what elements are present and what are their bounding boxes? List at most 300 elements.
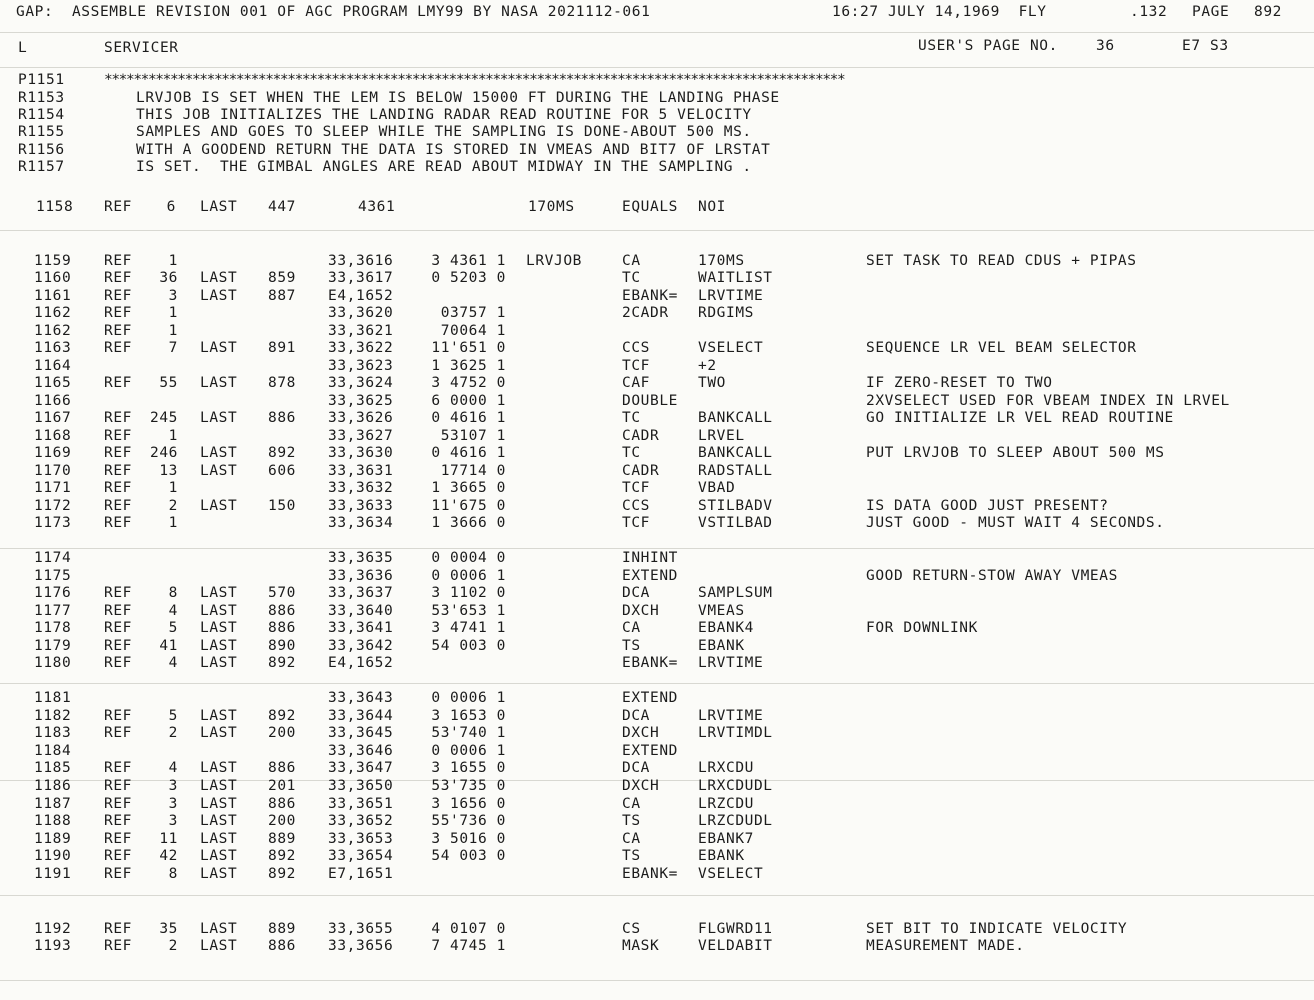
ref-label: REF xyxy=(104,288,132,304)
memory-word: 3 1655 0 xyxy=(431,760,506,776)
ref-label: REF xyxy=(104,305,132,321)
opcode: CS xyxy=(622,921,641,937)
ref-label: REF xyxy=(104,796,132,812)
line-comment: SET TASK TO READ CDUS + PIPAS xyxy=(866,253,1137,269)
opcode: CADR xyxy=(622,428,660,444)
opcode: EXTEND xyxy=(622,568,678,584)
operand: LRXCDUDL xyxy=(698,778,773,794)
memory-word: 53'653 1 xyxy=(431,603,506,619)
line-number: 1184 xyxy=(34,743,72,759)
address: 33,3616 xyxy=(328,253,394,269)
source-line-id: R1157 xyxy=(18,159,65,175)
memory-word: 3 1653 0 xyxy=(431,708,506,724)
ref-count: 1 xyxy=(168,305,178,321)
line-number: 1191 xyxy=(34,866,72,882)
opcode: TS xyxy=(622,813,641,829)
opcode: CCS xyxy=(622,340,650,356)
memory-word: 55'736 0 xyxy=(431,813,506,829)
ref-label: REF xyxy=(104,831,132,847)
memory-word: 3 1656 0 xyxy=(431,796,506,812)
address: E4,1652 xyxy=(328,655,394,671)
ref-count: 3 xyxy=(168,778,178,794)
operand: EBANK7 xyxy=(698,831,754,847)
opcode: CAF xyxy=(622,375,650,391)
operand: VBAD xyxy=(698,480,736,496)
memory-word: 0 0006 1 xyxy=(431,690,506,706)
line-comment: GO INITIALIZE LR VEL READ ROUTINE xyxy=(866,410,1174,426)
memory-word: 0 5203 0 xyxy=(431,270,506,286)
address: 33,3630 xyxy=(328,445,394,461)
operand: VELDABIT xyxy=(698,938,773,954)
opcode: EBANK= xyxy=(622,866,678,882)
ref-label: REF xyxy=(104,445,132,461)
last-page: 886 xyxy=(268,410,296,426)
opcode: TC xyxy=(622,270,641,286)
address: 33,3621 xyxy=(328,323,394,339)
opcode: DXCH xyxy=(622,778,660,794)
line-number: 1175 xyxy=(34,568,72,584)
last-page: 570 xyxy=(268,585,296,601)
last-page: 200 xyxy=(268,813,296,829)
page-label: PAGE xyxy=(1192,4,1230,20)
paper-rule xyxy=(0,230,1314,231)
last-page: 889 xyxy=(268,921,296,937)
last-label: LAST xyxy=(200,655,238,671)
line-number: 1168 xyxy=(34,428,72,444)
address: 33,3645 xyxy=(328,725,394,741)
source-line-id: R1155 xyxy=(18,124,65,140)
ref-label: REF xyxy=(104,725,132,741)
last-page: 878 xyxy=(268,375,296,391)
memory-word: 1 3666 0 xyxy=(431,515,506,531)
opcode: DXCH xyxy=(622,603,660,619)
address: 33,3623 xyxy=(328,358,394,374)
opcode: TS xyxy=(622,848,641,864)
line-comment: PUT LRVJOB TO SLEEP ABOUT 500 MS xyxy=(866,445,1165,461)
paper-rule xyxy=(0,683,1314,684)
comment-text: IS SET. THE GIMBAL ANGLES ARE READ ABOUT MIDWAY IN THE SAMPLING . xyxy=(136,159,752,175)
ref-label: REF xyxy=(104,515,132,531)
run-number: .132 xyxy=(1130,4,1168,20)
line-comment: SET BIT TO INDICATE VELOCITY xyxy=(866,921,1128,937)
ref-label: REF xyxy=(104,638,132,654)
source-line-id: R1156 xyxy=(18,142,65,158)
last-label: LAST xyxy=(200,620,238,636)
last-label: LAST xyxy=(200,199,238,215)
paper-rule xyxy=(0,67,1314,68)
last-label: LAST xyxy=(200,638,238,654)
last-label: LAST xyxy=(200,603,238,619)
line-number: 1183 xyxy=(34,725,72,741)
line-number: 1187 xyxy=(34,796,72,812)
last-label: LAST xyxy=(200,270,238,286)
memory-word: 53'740 1 xyxy=(431,725,506,741)
memory-word: 11'651 0 xyxy=(431,340,506,356)
address: 33,3625 xyxy=(328,393,394,409)
memory-word: 0 4616 1 xyxy=(431,410,506,426)
memory-word: 53107 1 xyxy=(440,428,506,444)
symbol-label: 170MS xyxy=(528,199,575,215)
last-label: LAST xyxy=(200,921,238,937)
last-page: 892 xyxy=(268,866,296,882)
memory-word: 1 3665 0 xyxy=(431,480,506,496)
line-number: 1179 xyxy=(34,638,72,654)
address: 33,3633 xyxy=(328,498,394,514)
comment-text: THIS JOB INITIALIZES THE LANDING RADAR READ ROUTINE FOR 5 VELOCITY xyxy=(136,107,752,123)
paper-rule xyxy=(0,980,1314,981)
ref-count: 5 xyxy=(168,620,178,636)
last-label: LAST xyxy=(200,340,238,356)
ref-count: 2 xyxy=(168,725,178,741)
ref-label: REF xyxy=(104,463,132,479)
memory-word: 11'675 0 xyxy=(431,498,506,514)
operand: LRXCDU xyxy=(698,760,754,776)
ref-count: 245 xyxy=(150,410,178,426)
line-number: 1162 xyxy=(34,323,72,339)
last-page: 859 xyxy=(268,270,296,286)
ref-count: 36 xyxy=(159,270,178,286)
equals-value: 4361 xyxy=(358,199,396,215)
symbol-label: LRVJOB xyxy=(526,253,582,269)
opcode: CA xyxy=(622,831,641,847)
last-label: LAST xyxy=(200,796,238,812)
line-number: 1171 xyxy=(34,480,72,496)
memory-word: 3 4741 1 xyxy=(431,620,506,636)
address: 33,3650 xyxy=(328,778,394,794)
address: 33,3631 xyxy=(328,463,394,479)
operand: 170MS xyxy=(698,253,745,269)
users-page-label: USER'S PAGE NO. xyxy=(918,38,1058,54)
memory-word: 03757 1 xyxy=(440,305,506,321)
line-number: 1160 xyxy=(34,270,72,286)
memory-word: 0 0006 1 xyxy=(431,568,506,584)
last-page: 201 xyxy=(268,778,296,794)
last-page: 606 xyxy=(268,463,296,479)
line-number: 1178 xyxy=(34,620,72,636)
ref-count: 11 xyxy=(159,831,178,847)
memory-word: 70064 1 xyxy=(440,323,506,339)
paper-rule xyxy=(0,32,1314,33)
address: 33,3622 xyxy=(328,340,394,356)
memory-word: 1 3625 1 xyxy=(431,358,506,374)
address: E4,1652 xyxy=(328,288,394,304)
ref-label: REF xyxy=(104,866,132,882)
ref-count: 1 xyxy=(168,515,178,531)
source-line-id: P1151 xyxy=(18,72,65,88)
ref-count: 2 xyxy=(168,498,178,514)
operand: LRVTIMDL xyxy=(698,725,773,741)
address: 33,3632 xyxy=(328,480,394,496)
ref-count: 3 xyxy=(168,288,178,304)
address: 33,3624 xyxy=(328,375,394,391)
operand: NOI xyxy=(698,199,726,215)
opcode: TC xyxy=(622,445,641,461)
operand: BANKCALL xyxy=(698,445,773,461)
ref-count: 35 xyxy=(159,921,178,937)
opcode: CCS xyxy=(622,498,650,514)
operand: STILBADV xyxy=(698,498,773,514)
ref-label: REF xyxy=(104,848,132,864)
paper-rule xyxy=(0,895,1314,896)
ref-count: 246 xyxy=(150,445,178,461)
last-label: LAST xyxy=(200,938,238,954)
address: 33,3655 xyxy=(328,921,394,937)
comment-text: ***************************************************************************************************** xyxy=(104,72,845,88)
address: 33,3617 xyxy=(328,270,394,286)
opcode: DOUBLE xyxy=(622,393,678,409)
memory-word: 54 003 0 xyxy=(431,638,506,654)
ref-count: 41 xyxy=(159,638,178,654)
ref-count: 1 xyxy=(168,428,178,444)
last-label: LAST xyxy=(200,813,238,829)
address: E7,1651 xyxy=(328,866,394,882)
last-label: LAST xyxy=(200,410,238,426)
line-comment: SEQUENCE LR VEL BEAM SELECTOR xyxy=(866,340,1137,356)
last-page: 892 xyxy=(268,445,296,461)
last-label: LAST xyxy=(200,725,238,741)
last-page: 892 xyxy=(268,655,296,671)
line-number: 1188 xyxy=(34,813,72,829)
operand: WAITLIST xyxy=(698,270,773,286)
last-label: LAST xyxy=(200,463,238,479)
last-label: LAST xyxy=(200,445,238,461)
ref-count: 6 xyxy=(166,199,176,215)
line-number: 1158 xyxy=(36,199,74,215)
ref-label: REF xyxy=(104,778,132,794)
ref-count: 7 xyxy=(168,340,178,356)
line-number: 1180 xyxy=(34,655,72,671)
last-label: LAST xyxy=(200,866,238,882)
memory-word: 0 4616 1 xyxy=(431,445,506,461)
operand: LRVTIME xyxy=(698,708,764,724)
opcode: TC xyxy=(622,410,641,426)
run-datetime: 16:27 JULY 14,1969 FLY xyxy=(832,4,1047,20)
opcode: DCA xyxy=(622,585,650,601)
operand: RADSTALL xyxy=(698,463,773,479)
ref-label: REF xyxy=(104,585,132,601)
last-page: 886 xyxy=(268,760,296,776)
line-number: 1177 xyxy=(34,603,72,619)
ref-label: REF xyxy=(104,270,132,286)
assembly-title: GAP: ASSEMBLE REVISION 001 OF AGC PROGRAM LMY99 BY NASA 2021112-061 xyxy=(16,4,651,20)
ref-count: 5 xyxy=(168,708,178,724)
line-comment: JUST GOOD - MUST WAIT 4 SECONDS. xyxy=(866,515,1165,531)
memory-word: 3 1102 0 xyxy=(431,585,506,601)
opcode: CA xyxy=(622,620,641,636)
opcode: EQUALS xyxy=(622,199,678,215)
operand: VMEAS xyxy=(698,603,745,619)
memory-word: 53'735 0 xyxy=(431,778,506,794)
line-number: 1173 xyxy=(34,515,72,531)
line-number: 1172 xyxy=(34,498,72,514)
listing-marker: L xyxy=(18,40,28,56)
section-code: E7 S3 xyxy=(1182,38,1229,54)
memory-word: 0 0004 0 xyxy=(431,550,506,566)
line-number: 1161 xyxy=(34,288,72,304)
memory-word: 7 4745 1 xyxy=(431,938,506,954)
last-label: LAST xyxy=(200,848,238,864)
line-number: 1189 xyxy=(34,831,72,847)
opcode: EBANK= xyxy=(622,655,678,671)
operand: FLGWRD11 xyxy=(698,921,773,937)
ref-label: REF xyxy=(104,323,132,339)
ref-label: REF xyxy=(104,480,132,496)
ref-count: 8 xyxy=(168,585,178,601)
memory-word: 3 4361 1 xyxy=(431,253,506,269)
last-page: 886 xyxy=(268,938,296,954)
address: 33,3642 xyxy=(328,638,394,654)
ref-count: 4 xyxy=(168,760,178,776)
ref-label: REF xyxy=(104,428,132,444)
last-page: 886 xyxy=(268,603,296,619)
address: 33,3641 xyxy=(328,620,394,636)
ref-count: 1 xyxy=(168,253,178,269)
line-number: 1163 xyxy=(34,340,72,356)
opcode: CA xyxy=(622,796,641,812)
operand: RDGIMS xyxy=(698,305,754,321)
ref-count: 13 xyxy=(159,463,178,479)
ref-label: REF xyxy=(104,760,132,776)
opcode: CA xyxy=(622,253,641,269)
opcode: INHINT xyxy=(622,550,678,566)
operand: EBANK xyxy=(698,638,745,654)
address: 33,3644 xyxy=(328,708,394,724)
operand: LRVTIME xyxy=(698,655,764,671)
ref-count: 1 xyxy=(168,480,178,496)
operand: LRZCDU xyxy=(698,796,754,812)
operand: VSELECT xyxy=(698,866,764,882)
memory-word: 0 0006 1 xyxy=(431,743,506,759)
line-number: 1185 xyxy=(34,760,72,776)
line-comment: MEASUREMENT MADE. xyxy=(866,938,1025,954)
source-line-id: R1154 xyxy=(18,107,65,123)
ref-label: REF xyxy=(104,921,132,937)
operand: LRVEL xyxy=(698,428,745,444)
ref-label: REF xyxy=(104,199,132,215)
last-page: 200 xyxy=(268,725,296,741)
ref-label: REF xyxy=(104,813,132,829)
operand: TWO xyxy=(698,375,726,391)
ref-label: REF xyxy=(104,655,132,671)
line-number: 1165 xyxy=(34,375,72,391)
memory-word: 17714 0 xyxy=(440,463,506,479)
operand: EBANK4 xyxy=(698,620,754,636)
address: 33,3646 xyxy=(328,743,394,759)
opcode: TS xyxy=(622,638,641,654)
last-page: 892 xyxy=(268,848,296,864)
operand: BANKCALL xyxy=(698,410,773,426)
ref-count: 4 xyxy=(168,603,178,619)
address: 33,3647 xyxy=(328,760,394,776)
line-number: 1174 xyxy=(34,550,72,566)
ref-label: REF xyxy=(104,253,132,269)
page-number: 892 xyxy=(1254,4,1282,20)
line-comment: GOOD RETURN-STOW AWAY VMEAS xyxy=(866,568,1118,584)
operand: VSELECT xyxy=(698,340,764,356)
last-page: 447 xyxy=(268,199,296,215)
address: 33,3652 xyxy=(328,813,394,829)
opcode: TCF xyxy=(622,358,650,374)
line-number: 1190 xyxy=(34,848,72,864)
ref-label: REF xyxy=(104,410,132,426)
last-label: LAST xyxy=(200,760,238,776)
memory-word: 6 0000 1 xyxy=(431,393,506,409)
operand: VSTILBAD xyxy=(698,515,773,531)
line-number: 1159 xyxy=(34,253,72,269)
source-line-id: R1153 xyxy=(18,90,65,106)
ref-label: REF xyxy=(104,708,132,724)
operand: +2 xyxy=(698,358,717,374)
ref-label: REF xyxy=(104,603,132,619)
last-page: 887 xyxy=(268,288,296,304)
address: 33,3654 xyxy=(328,848,394,864)
opcode: MASK xyxy=(622,938,660,954)
paper-rule xyxy=(0,548,1314,549)
ref-count: 4 xyxy=(168,655,178,671)
comment-text: SAMPLES AND GOES TO SLEEP WHILE THE SAMPLING IS DONE-ABOUT 500 MS. xyxy=(136,124,752,140)
line-number: 1164 xyxy=(34,358,72,374)
opcode: EXTEND xyxy=(622,743,678,759)
address: 33,3627 xyxy=(328,428,394,444)
last-page: 892 xyxy=(268,708,296,724)
last-label: LAST xyxy=(200,831,238,847)
section-name: SERVICER xyxy=(104,40,179,56)
line-number: 1186 xyxy=(34,778,72,794)
last-page: 886 xyxy=(268,620,296,636)
address: 33,3637 xyxy=(328,585,394,601)
last-label: LAST xyxy=(200,288,238,304)
line-number: 1170 xyxy=(34,463,72,479)
memory-word: 4 0107 0 xyxy=(431,921,506,937)
address: 33,3626 xyxy=(328,410,394,426)
address: 33,3640 xyxy=(328,603,394,619)
users-page-number: 36 xyxy=(1096,38,1115,54)
ref-label: REF xyxy=(104,620,132,636)
ref-count: 2 xyxy=(168,938,178,954)
address: 33,3636 xyxy=(328,568,394,584)
opcode: TCF xyxy=(622,480,650,496)
last-label: LAST xyxy=(200,585,238,601)
ref-count: 1 xyxy=(168,323,178,339)
line-number: 1181 xyxy=(34,690,72,706)
opcode: DXCH xyxy=(622,725,660,741)
last-label: LAST xyxy=(200,375,238,391)
last-page: 886 xyxy=(268,796,296,812)
ref-count: 3 xyxy=(168,813,178,829)
line-comment: 2XVSELECT USED FOR VBEAM INDEX IN LRVEL xyxy=(866,393,1230,409)
memory-word: 3 4752 0 xyxy=(431,375,506,391)
operand: EBANK xyxy=(698,848,745,864)
address: 33,3651 xyxy=(328,796,394,812)
line-number: 1182 xyxy=(34,708,72,724)
line-number: 1176 xyxy=(34,585,72,601)
ref-count: 8 xyxy=(168,866,178,882)
operand: LRZCDUDL xyxy=(698,813,773,829)
memory-word: 3 5016 0 xyxy=(431,831,506,847)
address: 33,3643 xyxy=(328,690,394,706)
ref-label: REF xyxy=(104,938,132,954)
address: 33,3620 xyxy=(328,305,394,321)
ref-count: 42 xyxy=(159,848,178,864)
opcode: EXTEND xyxy=(622,690,678,706)
ref-count: 3 xyxy=(168,796,178,812)
ref-label: REF xyxy=(104,375,132,391)
ref-count: 55 xyxy=(159,375,178,391)
opcode: TCF xyxy=(622,515,650,531)
address: 33,3634 xyxy=(328,515,394,531)
opcode: DCA xyxy=(622,760,650,776)
line-comment: FOR DOWNLINK xyxy=(866,620,978,636)
